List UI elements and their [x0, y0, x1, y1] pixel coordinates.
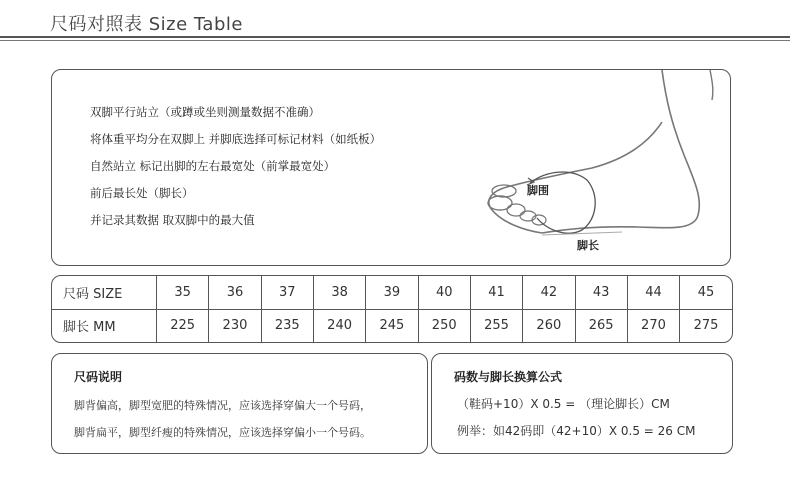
length-cell: 230	[209, 309, 261, 342]
length-cell: 255	[470, 309, 522, 342]
size-cell: 42	[523, 276, 575, 309]
formula-title: 码数与脚长换算公式	[454, 370, 563, 384]
instruction-line: 将体重平均分在双脚上 并脚底选择可标记材料（如纸板）	[90, 132, 382, 146]
formula-example: 例举：如42码即（42+10）X 0.5 = 26 CM	[457, 424, 696, 438]
length-header: 脚长 MM	[52, 309, 157, 342]
size-cell: 40	[418, 276, 470, 309]
instruction-line: 双脚平行站立（或蹲或坐则测量数据不准确）	[90, 105, 320, 119]
size-cell: 44	[627, 276, 679, 309]
size-header: 尺码 SIZE	[52, 276, 157, 309]
size-cell: 35	[157, 276, 209, 309]
size-cell: 37	[261, 276, 313, 309]
page-title: 尺码对照表 Size Table	[50, 14, 243, 35]
size-row	[52, 276, 732, 309]
length-label: 脚长	[577, 239, 599, 252]
length-cell: 265	[575, 309, 627, 342]
conversion-formula-box	[431, 353, 733, 454]
length-cell: 260	[523, 309, 575, 342]
size-cell: 41	[470, 276, 522, 309]
size-cell: 43	[575, 276, 627, 309]
length-cell: 240	[313, 309, 365, 342]
size-cell: 45	[680, 276, 732, 309]
instruction-line: 并记录其数据 取双脚中的最大值	[90, 213, 255, 227]
size-notes-box	[51, 353, 428, 454]
formula-text: （鞋码+10）X 0.5 = （理论脚长）CM	[457, 397, 670, 411]
size-cell: 36	[209, 276, 261, 309]
length-cell: 225	[157, 309, 209, 342]
title-divider	[0, 36, 790, 38]
size-cell: 39	[366, 276, 418, 309]
length-cell: 245	[366, 309, 418, 342]
length-cell: 235	[261, 309, 313, 342]
instruction-line: 前后最长处（脚长）	[90, 186, 194, 200]
girth-label: 脚围	[527, 184, 549, 197]
length-cell: 275	[693, 318, 719, 334]
length-row	[52, 309, 732, 342]
notes-line: 脚背扁平，脚型纤瘦的特殊情况，应该选择穿偏小一个号码。	[74, 426, 371, 439]
size-cell: 38	[313, 276, 365, 309]
notes-title: 尺码说明	[74, 370, 123, 384]
size-table	[51, 275, 733, 343]
notes-line: 脚背偏高，脚型宽肥的特殊情况，应该选择穿偏大一个号码，	[74, 399, 371, 412]
title-divider-thin	[0, 40, 790, 41]
measurement-instructions-panel	[51, 69, 731, 266]
foot-diagram	[422, 70, 730, 265]
instruction-line: 自然站立 标记出脚的左右最宽处（前掌最宽处）	[90, 159, 336, 173]
length-cell: 250	[418, 309, 470, 342]
length-cell: 270	[627, 309, 679, 342]
